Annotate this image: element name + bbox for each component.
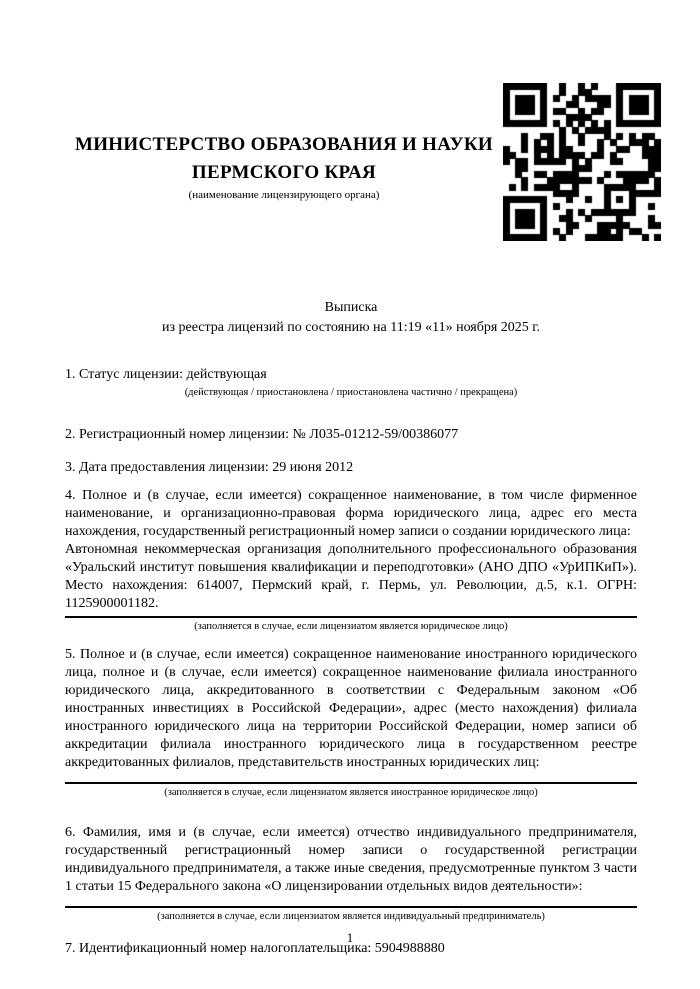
- ministry-name-line2: ПЕРМСКОГО КРАЯ: [191, 162, 377, 183]
- ministry-name-line1: МИНИСТЕРСТВО ОБРАЗОВАНИЯ И НАУКИ: [74, 134, 494, 155]
- document-title: [65, 298, 637, 338]
- item-6-entrepreneur-heading: 6. Фамилия, имя и (в случае, если имеется) отчество индивидуального предпринимателя, государственный регистрационный номер записи о государственной регистрации индивидуального предпринимателя, а также иные сведения, предусмотренные пунктом 3 части 1 статьи 15 Федерального закона «О лицензировании отдельных видов деятельности»:: [65, 825, 637, 894]
- item-5-note: (заполняется в случае, если лицензиатом является иностранное юридическое лицо): [164, 787, 538, 798]
- qr-code-icon: [503, 83, 661, 241]
- fill-in-rule-legal-entity: [65, 616, 637, 618]
- item-1-license-status: 1. Статус лицензии: действующая: [65, 367, 267, 382]
- item-6-note: (заполняется в случае, если лицензиатом является индивидуальный предприниматель): [157, 911, 545, 922]
- item-4-legal-entity-value: Автономная некоммерческая организация дополнительного профессионального образования «Уральский институт повышения квалификации и переподготовки» (АНО ДПО «УрИПКиП»). Место нахождения: 614007, Пермский край, г. Пермь, ул. Революции, д.5, к.1. ОГРН: 1125900001182.: [65, 542, 637, 611]
- fill-in-rule-foreign-entity: [65, 782, 637, 784]
- document-title-line1: Выписка: [324, 300, 378, 315]
- page-number: 1: [346, 930, 354, 945]
- item-5-foreign-entity-heading: 5. Полное и (в случае, если имеется) сокращенное наименование иностранного юридического лица, полное и (в случае, если имеется) сокращенное наименование филиала иностранного юридического лица, аккредитованного в соответствии с Федеральным законом «Об иностранных инвестициях в Российской Федерации», адрес (место нахождения) филиала иностранного юридического лица на территории Российской Федерации, номер записи об аккредитации филиала иностранного юридического лица в государственном реестре аккредитованных филиалов, представительств иностранных юридических лиц:: [65, 647, 637, 770]
- item-7-taxpayer-number: 7. Идентификационный номер налогоплательщика: 5904988880: [65, 941, 445, 956]
- fill-in-rule-entrepreneur: [65, 906, 637, 908]
- document-header: [65, 83, 637, 241]
- item-3-license-date: 3. Дата предоставления лицензии: 29 июня 2012: [65, 460, 354, 475]
- item-1-note: (действующая / приостановлена / приостановлена частично / прекращена): [184, 387, 518, 398]
- item-4-legal-entity-heading: 4. Полное и (в случае, если имеется) сокращенное наименование, в том числе фирменное наименование, и организационно-правовая форма юридического лица, адрес его места нахождения, государственный регистрационный номер записи о создании юридического лица:: [65, 488, 637, 539]
- item-4-note: (заполняется в случае, если лицензиатом является юридическое лицо): [194, 621, 508, 632]
- document-title-line2: из реестра лицензий по состоянию на 11:19 «11» ноября 2025 г.: [162, 320, 540, 335]
- ministry-caption: (наименование лицензирующего органа): [188, 189, 380, 201]
- item-2-registration-number: 2. Регистрационный номер лицензии: № Л035-01212-59/00386077: [65, 427, 459, 442]
- issuing-authority-block: [65, 131, 503, 203]
